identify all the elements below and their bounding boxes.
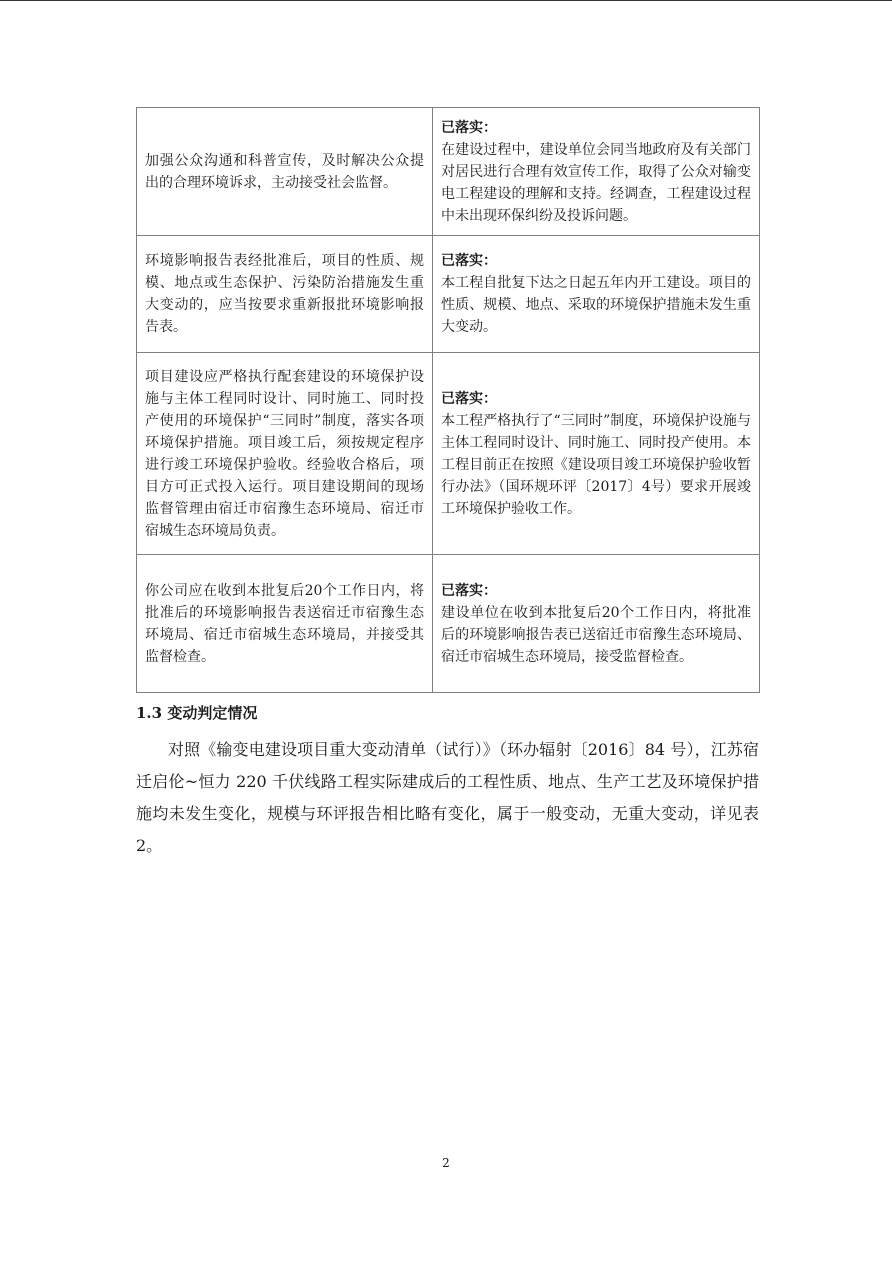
implementation-cell [433,555,760,693]
requirement-cell: 环境影响报告表经批准后，项目的性质、规模、地点或生态保护、污染防治措施发生重大变动的，应当按要求重新报批环境影响报告表。 [137,236,433,353]
implementation-cell [433,236,760,353]
requirements-table [136,107,760,693]
implementation-text: 在建设过程中，建设单位会同当地政府及有关部门对居民进行合理有效宣传工作，取得了公众对输变电工程建设的理解和支持。经调查，工程建设过程中未出现环保纠纷及投诉问题。 [441,141,751,224]
implementation-cell [433,353,760,555]
implementation-text: 建设单位在收到本批复后20个工作日内，将批准后的环境影响报告表已送宿迁市宿豫生态环境局、宿迁市宿城生态环境局，接受监督检查。 [441,604,751,665]
status-label: 已落实： [441,253,497,269]
table-row [137,108,760,236]
status-label: 已落实： [441,390,497,407]
status-label: 已落实： [441,582,497,599]
table-row [137,555,760,693]
status-label: 已落实： [441,119,497,136]
implementation-text: 本工程自批复下达之日起五年内开工建设。项目的性质、规模、地点、采取的环境保护措施未发生重大变动。 [441,275,751,335]
requirement-cell: 你公司应在收到本批复后20个工作日内，将批准后的环境影响报告表送宿迁市宿豫生态环境局、宿迁市宿城生态环境局，并接受其监督检查。 [137,555,433,693]
requirement-cell: 加强公众沟通和科普宣传，及时解决公众提出的合理环境诉求，主动接受社会监督。 [137,108,433,236]
body-paragraph: 对照《输变电建设项目重大变动清单（试行）》（环办辐射〔2016〕84 号），江苏宿迁启伦~恒力 220 千伏线路工程实际建成后的工程性质、地点、生产工艺及环境保护措施均未发生变化，规模与环评报告相比略有变化，属于一般变动，无重大变动，详见表 2。 [136,740,759,855]
top-rule [0,0,892,1]
section-heading: 1.3 变动判定情况 [136,704,258,722]
implementation-text: 本工程严格执行了“三同时”制度，环境保护设施与主体工程同时设计、同时施工、同时投产使用。本工程目前正在按照《建设项目竣工环境保护验收暂行办法》（国环规环评〔2017〕4号）要求开展竣工环境保护验收工作。 [441,412,751,517]
implementation-cell [433,108,760,236]
page-number: 2 [442,1156,450,1170]
table-row [137,353,760,555]
table-row [137,236,760,353]
requirement-cell: 项目建设应严格执行配套建设的环境保护设施与主体工程同时设计、同时施工、同时投产使用的环境保护“三同时”制度，落实各项环境保护措施。项目竣工后，须按规定程序进行竣工环境保护验收。经验收合格后，项目方可正式投入运行。项目建设期间的现场监督管理由宿迁市宿豫生态环境局、宿迁市宿城生态环境局负责。 [137,353,433,555]
